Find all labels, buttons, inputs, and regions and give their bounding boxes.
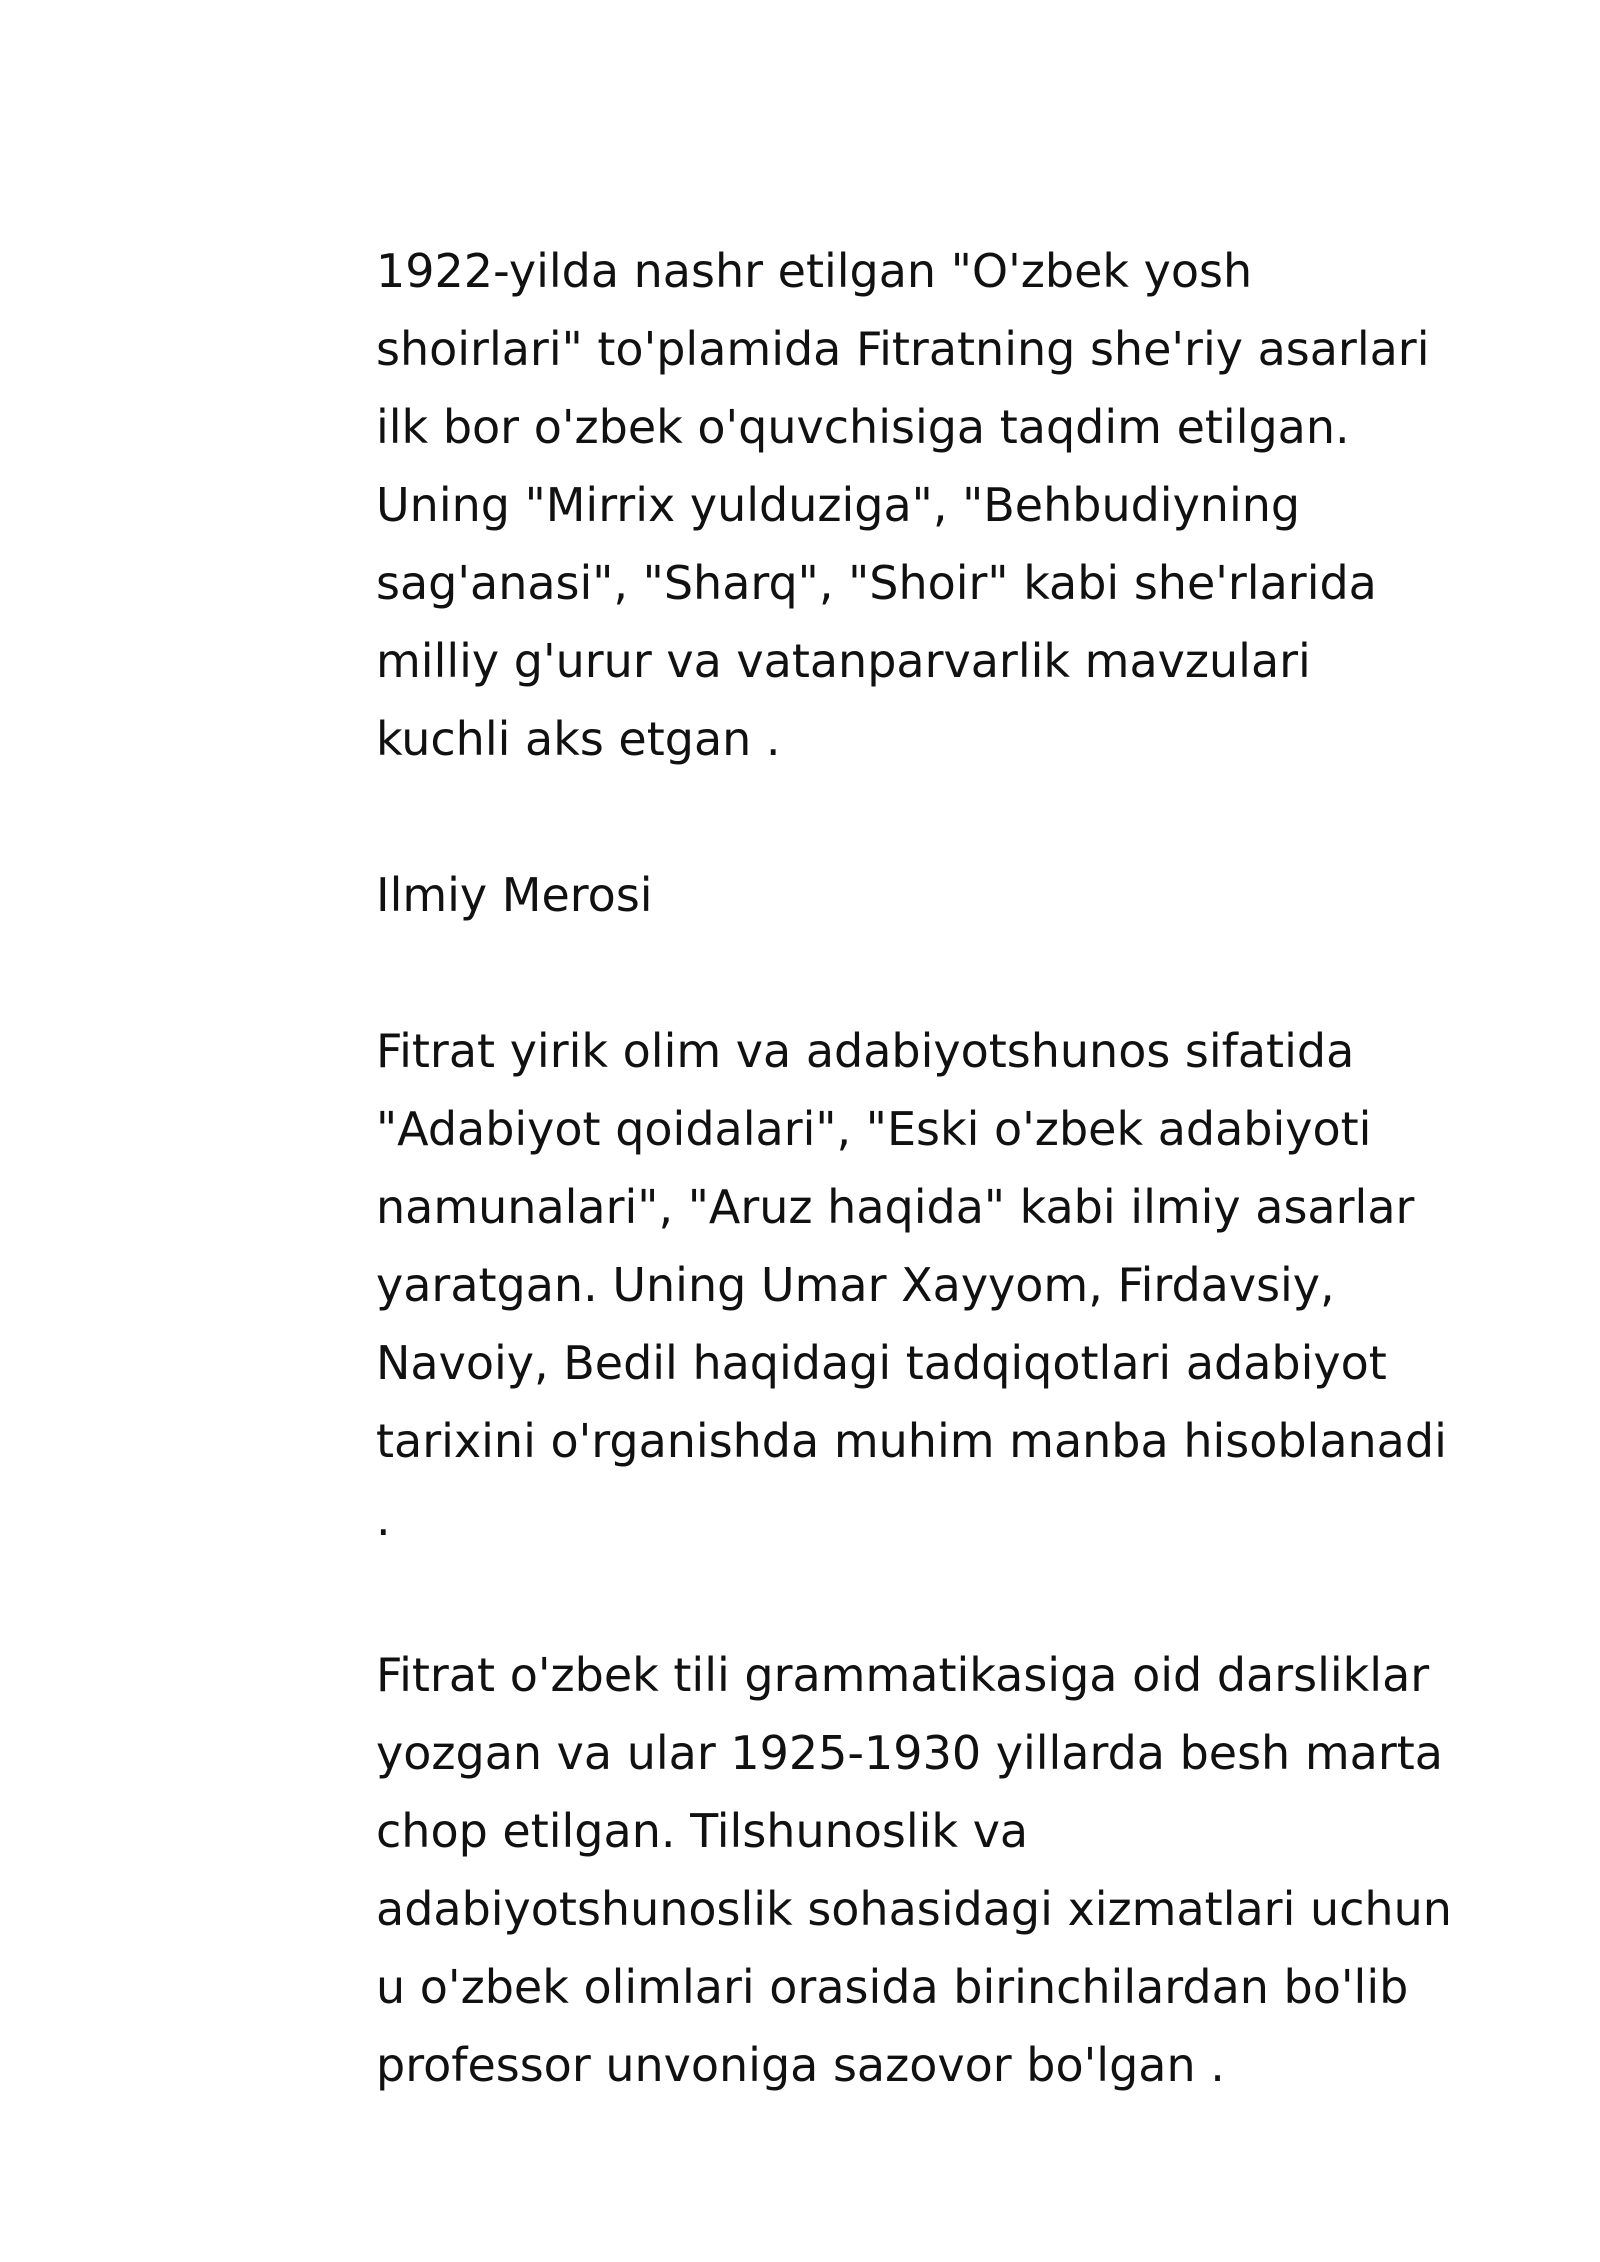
text-line: yaratgan. Uning Umar Xayyom, Firdavsiy, xyxy=(376,1258,1335,1312)
text-line: kuchli aks etgan . xyxy=(376,712,781,766)
text-line: "Adabiyot qoidalari", "Eski o'zbek adabiyoti xyxy=(376,1102,1372,1156)
paragraph-fitrat-poetry xyxy=(376,232,1516,778)
text-line: 1922-yilda nashr etilgan "O'zbek yosh xyxy=(376,244,1253,298)
text-line: adabiyotshunoslik sohasidagi xizmatlari uchun xyxy=(376,1882,1452,1936)
text-line: sag'anasi", "Sharq", "Shoir" kabi she'rlarida xyxy=(376,556,1377,610)
heading-text: Ilmiy Merosi xyxy=(376,868,653,922)
text-line: professor unvoniga sazovor bo'lgan . xyxy=(376,2038,1225,2092)
text-line: namunalari", "Aruz haqida" kabi ilmiy asarlar xyxy=(376,1180,1415,1234)
text-line: yozgan va ular 1925-1930 yillarda besh marta xyxy=(376,1726,1443,1780)
section-heading xyxy=(376,856,1516,934)
paragraph-grammar-textbooks xyxy=(376,1636,1516,2104)
text-line: Uning "Mirrix yulduziga", "Behbudiyning xyxy=(376,478,1301,532)
text-line: ilk bor o'zbek o'quvchisiga taqdim etilgan. xyxy=(376,400,1350,454)
text-line: Fitrat o'zbek tili grammatikasiga oid darsliklar xyxy=(376,1648,1430,1702)
text-line: chop etilgan. Tilshunoslik va xyxy=(376,1804,1029,1858)
document-body xyxy=(376,232,1516,2104)
text-line: Navoiy, Bedil haqidagi tadqiqotlari adabiyot xyxy=(376,1336,1387,1390)
text-line: Fitrat yirik olim va adabiyotshunos sifatida xyxy=(376,1024,1355,1078)
text-line: . xyxy=(376,1492,391,1546)
paragraph-scholarly-works xyxy=(376,1012,1516,1558)
paragraph-spacer xyxy=(376,778,1516,856)
text-line: milliy g'urur va vatanparvarlik mavzulari xyxy=(376,634,1311,688)
paragraph-spacer xyxy=(376,1558,1516,1636)
text-line: u o'zbek olimlari orasida birinchilardan bo'lib xyxy=(376,1960,1409,2014)
text-line: tarixini o'rganishda muhim manba hisoblanadi xyxy=(376,1414,1447,1468)
paragraph-spacer xyxy=(376,934,1516,1012)
text-line: shoirlari" to'plamida Fitratning she'riy asarlari xyxy=(376,322,1430,376)
